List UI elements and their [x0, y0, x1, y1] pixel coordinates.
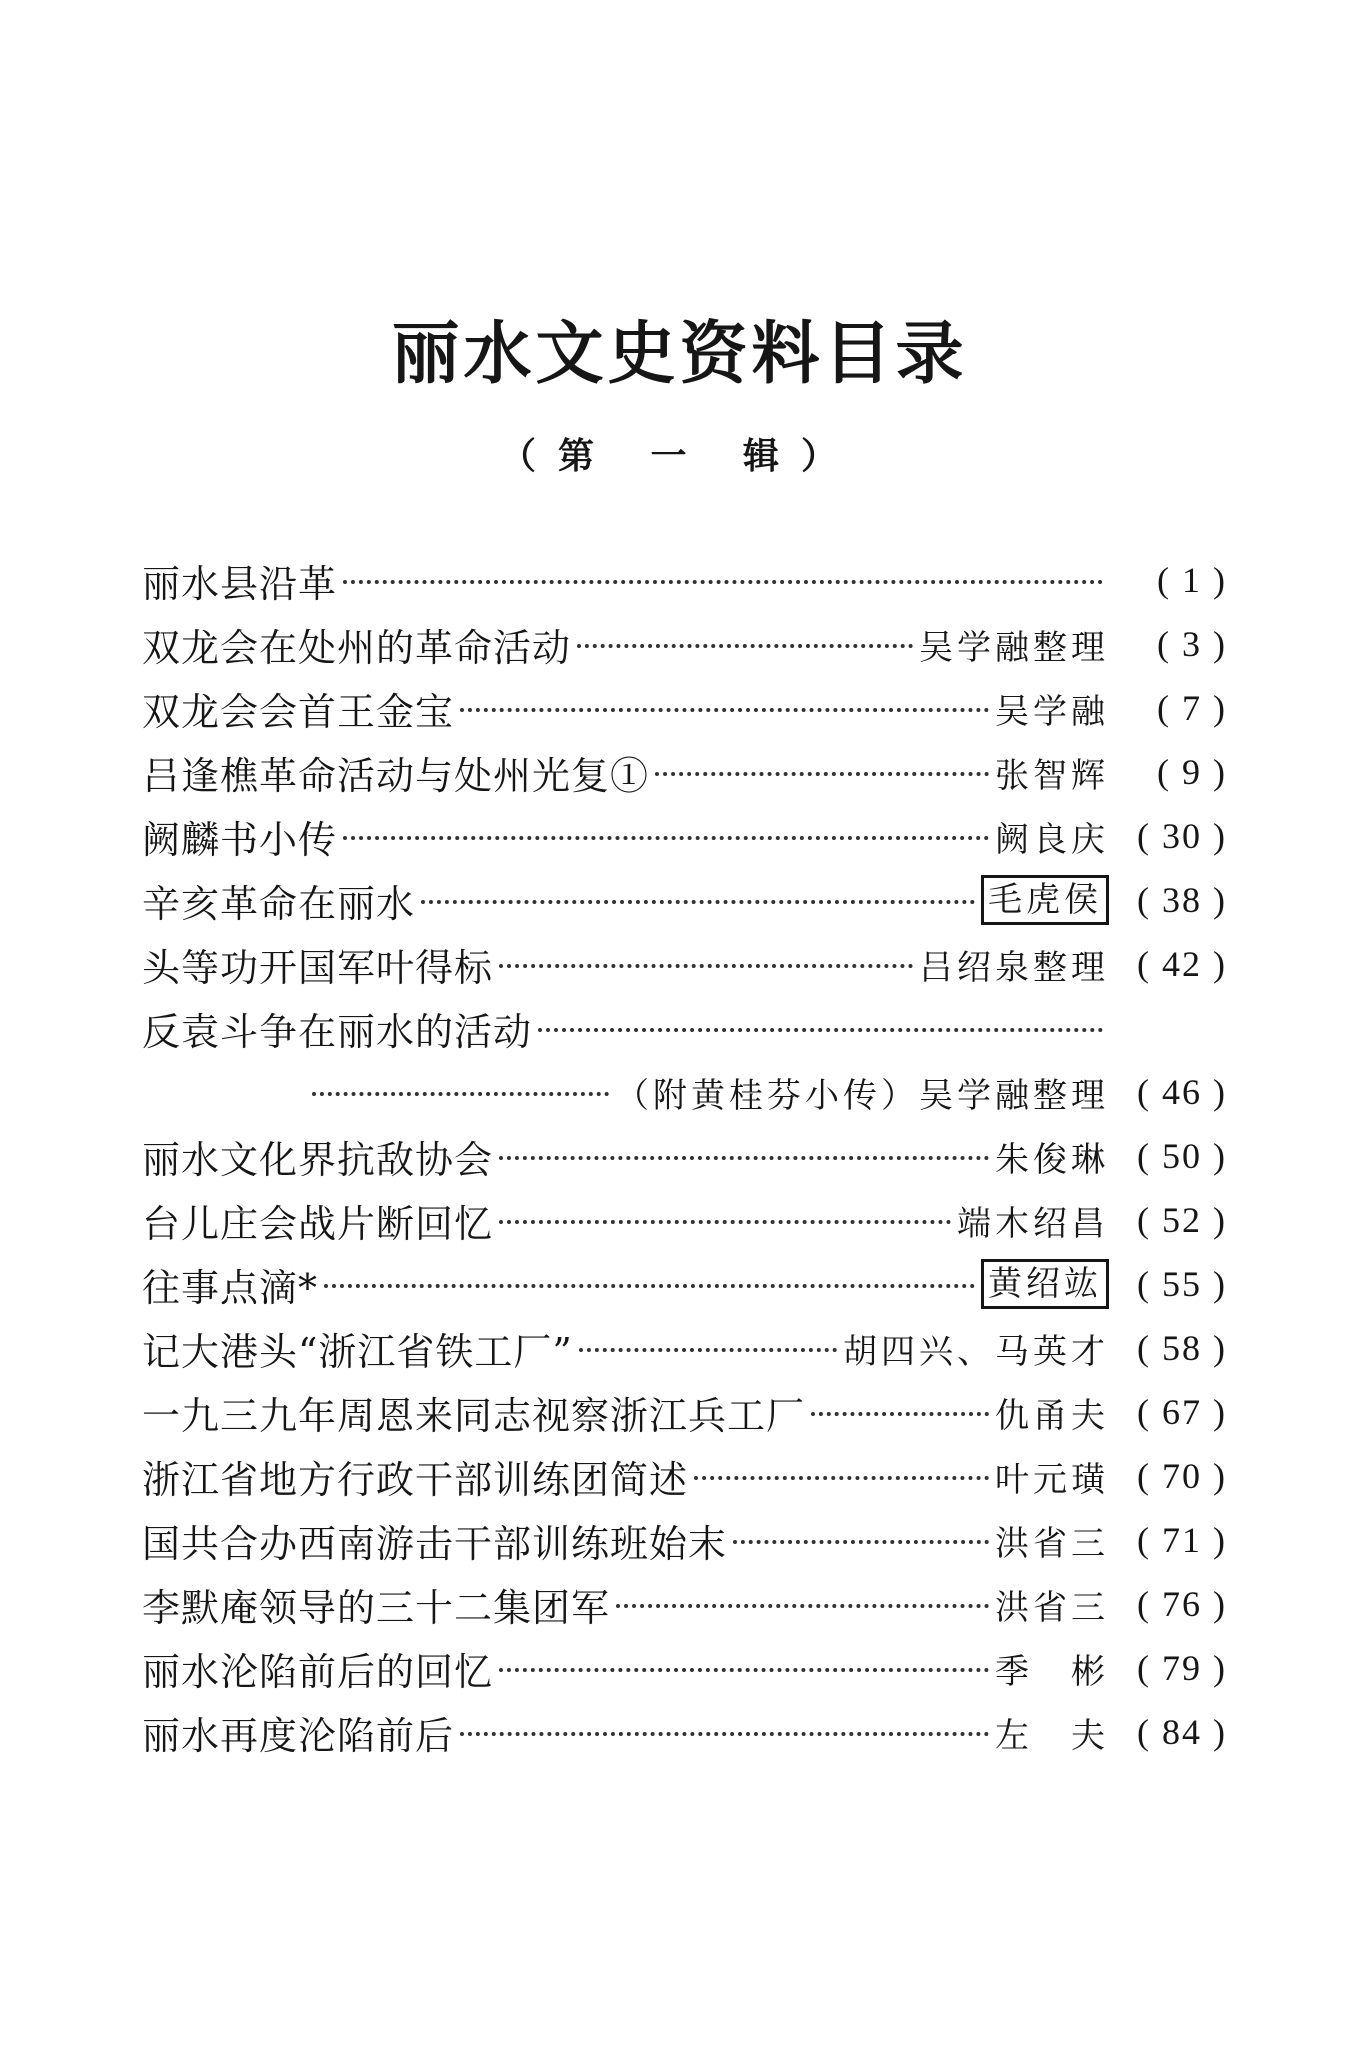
page-title: 丽水文史资料目录: [391, 315, 968, 394]
dot-leader: [577, 644, 913, 648]
dot-leader: [343, 580, 1103, 584]
toc-entry: [142, 996, 1227, 1060]
toc-entry: [142, 1316, 1227, 1380]
entry-title: 吕逢樵革命活动与处州光复①: [142, 753, 650, 798]
toc-entry: [142, 1572, 1227, 1636]
entry-author: 洪省三: [995, 1587, 1109, 1628]
entry-title: 双龙会在处州的革命活动: [142, 625, 572, 670]
entry-title: 李默庵领导的三十二集团军: [142, 1585, 611, 1630]
dot-leader: [733, 1540, 989, 1544]
toc-entry: [142, 1508, 1227, 1572]
entry-author-boxed: 黄绍竑: [981, 1259, 1109, 1309]
entry-author: 吴学融整理: [919, 627, 1109, 668]
entry-page: ( 84 ): [1137, 1712, 1227, 1752]
entry-title: 台儿庄会战片断回忆: [142, 1201, 494, 1246]
toc-entry-continuation: [142, 1060, 1227, 1124]
entry-author-boxed: 毛虎侯: [981, 875, 1109, 925]
toc-entry: [142, 804, 1227, 868]
dot-leader: [811, 1412, 989, 1416]
entry-author: 张智辉: [995, 755, 1109, 796]
table-of-contents: [142, 548, 1227, 1764]
entry-title: 丽水文化界抗敌协会: [142, 1137, 494, 1182]
entry-page: ( 79 ): [1137, 1648, 1227, 1688]
entry-page: ( 7 ): [1157, 688, 1227, 728]
entry-page: ( 3 ): [1157, 624, 1227, 664]
entry-title: 反袁斗争在丽水的活动: [142, 1009, 533, 1054]
entry-title: 阙麟书小传: [142, 817, 338, 862]
entry-title: 丽水再度沦陷前后: [142, 1713, 455, 1758]
toc-entry: [142, 676, 1227, 740]
dot-leader: [460, 708, 989, 712]
toc-entry: [142, 1380, 1227, 1444]
entry-title: 辛亥革命在丽水: [142, 881, 416, 926]
entry-title: 丽水县沿革: [142, 561, 338, 606]
entry-title: 丽水沦陷前后的回忆: [142, 1649, 494, 1694]
entry-author: （附黄桂芬小传）吴学融整理: [615, 1075, 1109, 1116]
toc-entry: [142, 932, 1227, 996]
entry-author: 胡四兴、马英才: [843, 1331, 1109, 1372]
dot-leader: [538, 1028, 1103, 1032]
entry-author: 端木绍昌: [957, 1203, 1109, 1244]
entry-page: ( 50 ): [1137, 1136, 1227, 1176]
entry-page: ( 38 ): [1137, 880, 1227, 920]
toc-entry: [142, 868, 1227, 932]
entry-author: 叶元璜: [995, 1459, 1109, 1500]
entry-title: 双龙会会首王金宝: [142, 689, 455, 734]
entry-title: 记大港头“浙江省铁工厂”: [142, 1329, 573, 1374]
volume-subtitle: （第 一 辑）: [499, 436, 860, 477]
entry-page: ( 58 ): [1137, 1328, 1227, 1368]
dot-leader: [499, 1220, 951, 1224]
entry-page: ( 70 ): [1137, 1456, 1227, 1496]
toc-entry: [142, 1636, 1227, 1700]
toc-entry: [142, 1124, 1227, 1188]
dot-leader: [499, 1668, 989, 1672]
entry-author: 朱俊琳: [995, 1139, 1109, 1180]
toc-entry: [142, 612, 1227, 676]
entry-author: 吴学融: [995, 691, 1109, 732]
entry-page: ( 1 ): [1157, 560, 1227, 600]
toc-entry: [142, 548, 1227, 612]
dot-leader: [616, 1604, 989, 1608]
dot-leader: [579, 1348, 837, 1352]
entry-page: ( 42 ): [1137, 944, 1227, 984]
entry-page: ( 30 ): [1137, 816, 1227, 856]
dot-leader: [324, 1284, 975, 1288]
entry-author: 洪省三: [995, 1523, 1109, 1564]
toc-entry: [142, 1188, 1227, 1252]
entry-title: 浙江省地方行政干部训练团简述: [142, 1457, 689, 1502]
entry-page: ( 9 ): [1157, 752, 1227, 792]
entry-page: ( 76 ): [1137, 1584, 1227, 1624]
entry-author: 仇甬夫: [995, 1395, 1109, 1436]
entry-page: ( 52 ): [1137, 1200, 1227, 1240]
entry-author: 阙良庆: [995, 819, 1109, 860]
entry-author: 左 夫: [995, 1715, 1109, 1756]
dot-leader: [343, 836, 989, 840]
dot-leader: [312, 1092, 609, 1096]
entry-author: 季 彬: [995, 1651, 1109, 1692]
entry-title: 往事点滴*: [142, 1265, 319, 1310]
dot-leader: [694, 1476, 989, 1480]
entry-page: ( 71 ): [1137, 1520, 1227, 1560]
entry-page: ( 46 ): [1137, 1072, 1227, 1112]
dot-leader: [499, 964, 913, 968]
entry-page: ( 67 ): [1137, 1392, 1227, 1432]
entry-author: 吕绍泉整理: [919, 947, 1109, 988]
dot-leader: [655, 772, 989, 776]
entry-title: 一九三九年周恩来同志视察浙江兵工厂: [142, 1393, 806, 1438]
toc-entry: [142, 740, 1227, 804]
toc-entry: [142, 1444, 1227, 1508]
entry-page: ( 55 ): [1137, 1264, 1227, 1304]
dot-leader: [460, 1732, 989, 1736]
dot-leader: [499, 1156, 989, 1160]
entry-title: 头等功开国军叶得标: [142, 945, 494, 990]
toc-entry: [142, 1700, 1227, 1764]
dot-leader: [421, 900, 975, 904]
toc-entry: [142, 1252, 1227, 1316]
entry-title: 国共合办西南游击干部训练班始末: [142, 1521, 728, 1566]
